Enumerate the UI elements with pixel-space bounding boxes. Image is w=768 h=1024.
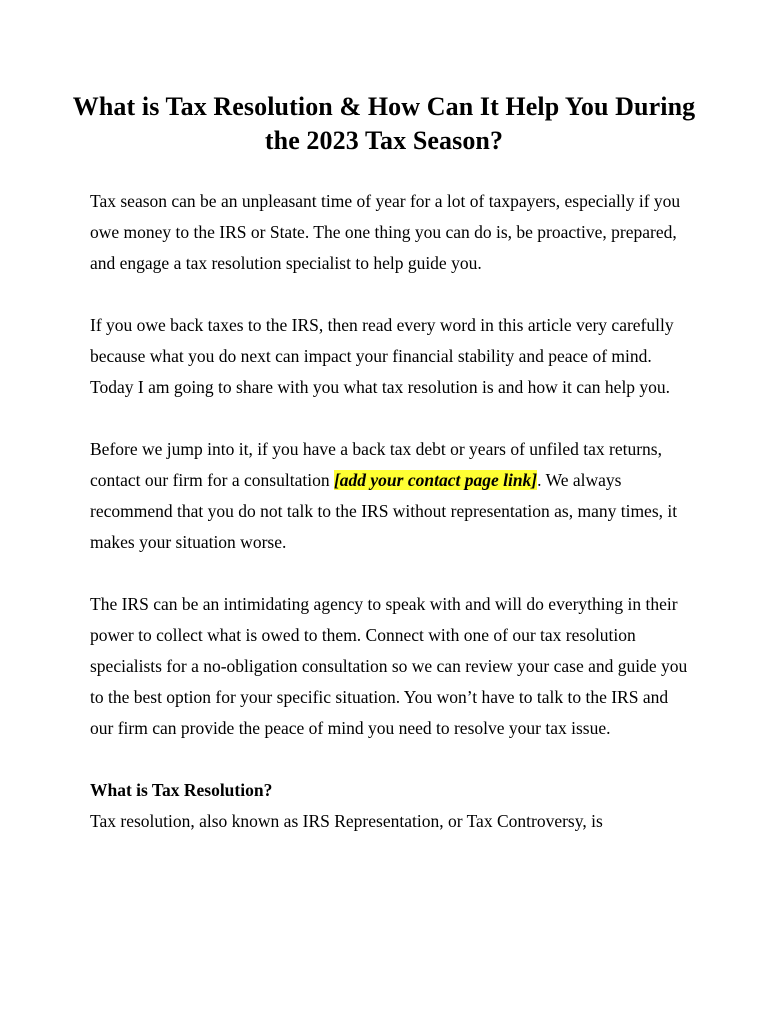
intro-paragraph: Tax season can be an unpleasant time of year for a lot of taxpayers, especially if you owe money to the IRS or State. The one thing you can do is, be proactive, prepared, and engage a tax resolution specialist to help guide you. [90,191,681,273]
document-body [90,186,690,837]
tax-resolution-paragraph: Tax resolution, also known as IRS Representation, or Tax Controversy, is [90,811,603,831]
document-title: What is Tax Resolution & How Can It Help You During the 2023 Tax Season? [72,92,696,155]
contact-link-placeholder[interactable]: [add your contact page link] [333,470,538,490]
contact-text-before: Before we jump into it, if you have a back tax debt or years of unfiled tax returns, contact our firm for a consultation [90,439,662,490]
contact-paragraph [90,434,690,558]
section-heading: What is Tax Resolution? [90,780,273,800]
contact-text-after: . We always recommend that you do not talk to the IRS without representation as, many times, it makes your situation worse. [90,470,678,552]
irs-paragraph: The IRS can be an intimidating agency to speak with and will do everything in their power to collect what is owed to them. Connect with one of our tax resolution specialists for a no-obligation consultation so we can review your case and guide you to the best option for your specific situation. You won’t have to talk to the IRS and our firm can provide the peace of mind you need to resolve your tax issue. [90,594,688,738]
back-taxes-paragraph: If you owe back taxes to the IRS, then read every word in this article very carefully because what you do next can impact your financial stability and peace of mind. Today I am going to share with you what tax resolution is and how it can help you. [90,315,674,397]
